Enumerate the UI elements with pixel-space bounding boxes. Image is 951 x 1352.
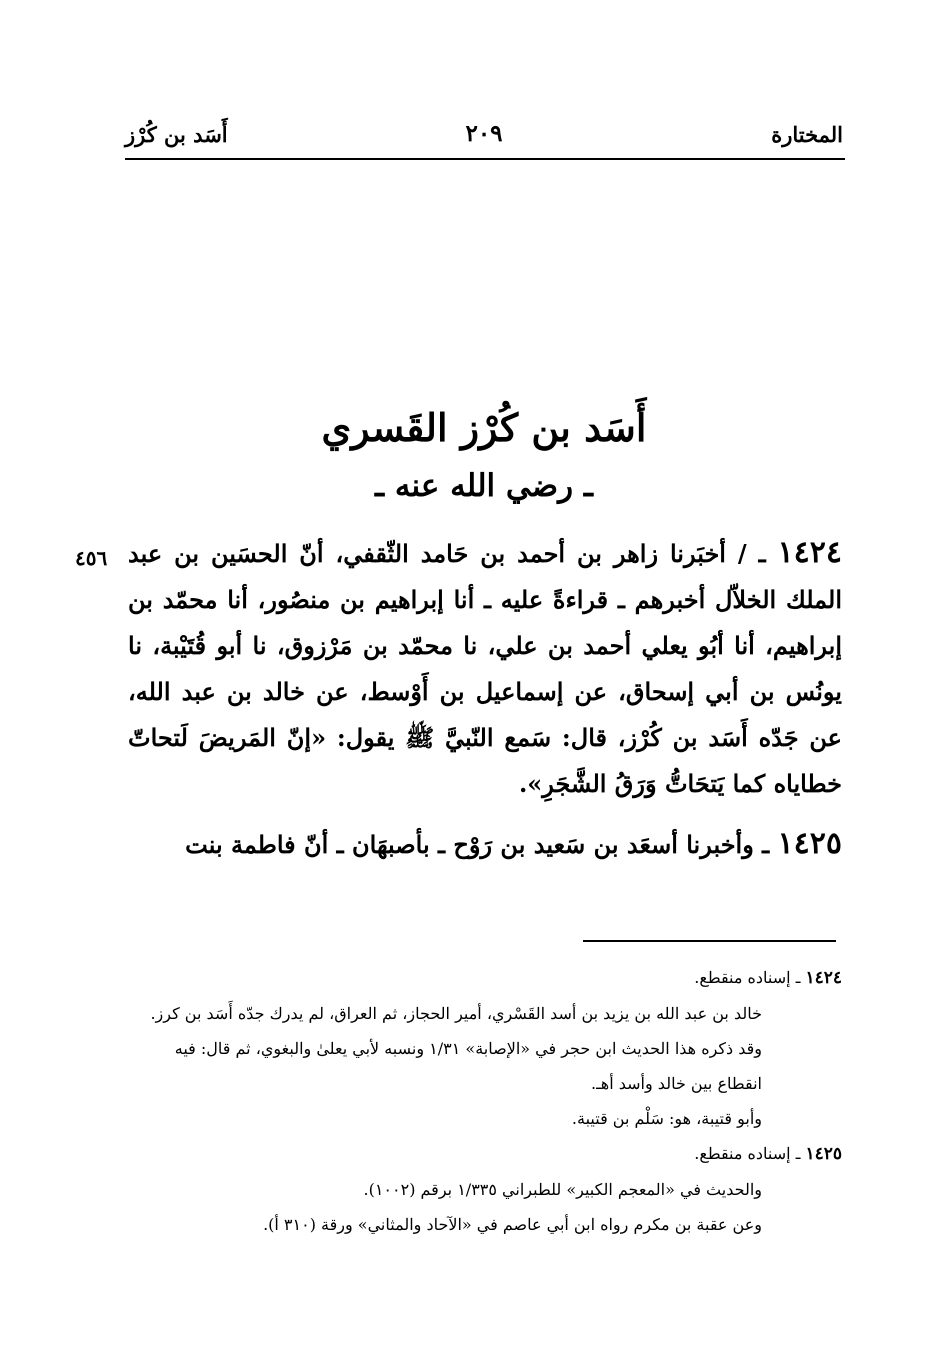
page-number: ٢٠٩ [465, 120, 503, 147]
footnote-text: خالد بن عبد الله بن يزيد بن أسد القَسْري، أمير الحجاز، ثم العراق، لم يدرك جدّه أَسَد بن كرز. [150, 1004, 762, 1023]
footnotes [128, 960, 842, 1242]
hadith-paragraph [128, 821, 842, 868]
header-rule [125, 158, 845, 160]
footnote-text: ـ إسناده منقطع. [694, 1144, 801, 1163]
chapter-title: أَسَد بن كُرْز القَسري [321, 405, 647, 450]
footnote-number: ١٤٢٤ [805, 968, 842, 988]
hadith-number: ١٤٢٤ [777, 535, 842, 570]
hadith-paragraph [128, 530, 842, 807]
footnote-line [128, 996, 842, 1031]
chapter-subtitle: ـ رضي الله عنه ـ [375, 468, 593, 504]
hadith-number: ١٤٢٥ [777, 826, 842, 861]
margin-reference: ٤٥٦ [75, 546, 108, 570]
footnote-text: والحديث في «المعجم الكبير» للطبراني ١/٣٣٥ برقم (١٠٠٢). [363, 1180, 762, 1199]
footnote-line [128, 1207, 842, 1242]
main-text [128, 530, 842, 868]
footnote-line [128, 1101, 842, 1136]
footnote-text: وقد ذكره هذا الحديث ابن حجر في «الإصابة» ١/٣١ ونسبه لأبي يعلىٰ والبغوي، ثم قال: فيه انقطاع بين خالد وأسد أهـ. [174, 1039, 762, 1093]
footnote-number: ١٤٢٥ [805, 1144, 842, 1164]
footnote-line [128, 1136, 842, 1172]
header-chapter-title: أَسَد بن كُرْز [125, 122, 228, 147]
footnote-line [128, 1172, 842, 1207]
footnote-text: ـ إسناده منقطع. [694, 968, 801, 987]
header-book-title: المختارة [771, 122, 843, 147]
footnote-text: وأبو قتيبة، هو: سَلْم بن قتيبة. [571, 1109, 762, 1128]
running-header [125, 118, 843, 160]
hadith-text: ـ وأخبرنا أسعَد بن سَعيد بن رَوْح ـ بأصبهَان ـ أنّ فاطمة بنت [185, 830, 770, 859]
footnote-text: وعن عقبة بن مكرم رواه ابن أبي عاصم في «الآحاد والمثاني» ورقة (٣١٠ أ). [263, 1215, 762, 1234]
footnote-line [128, 960, 842, 996]
hadith-text: ـ / أخبَرنا زاهر بن أحمد بن حَامد الثّقفي، أنّ الحسَين بن عبد الملك الخلاّل أخبرهم ـ قراءةً عليه ـ أنا إبراهيم بن منصُور، أنا محمّد بن إبراهيم، أنا أبُو يعلي أحمد بن علي، نا محمّد بن مَرْزوق، نا أبو قُتَيْبة، نا يونُس بن أبي إسحاق، عن إسماعيل بن أَوْسط، عن خالد بن عبد الله، عن جَدّه أَسَد بن كُرْز، قال: سَمع النّبيَّ ﷺ يقول: «إنّ المَريضَ لَتحاتّ خطاياه كما يَتحَاتُّ وَرَقُ الشَّجَرِ». [128, 539, 842, 798]
footnote-separator [583, 940, 836, 942]
footnote-line [128, 1031, 842, 1101]
